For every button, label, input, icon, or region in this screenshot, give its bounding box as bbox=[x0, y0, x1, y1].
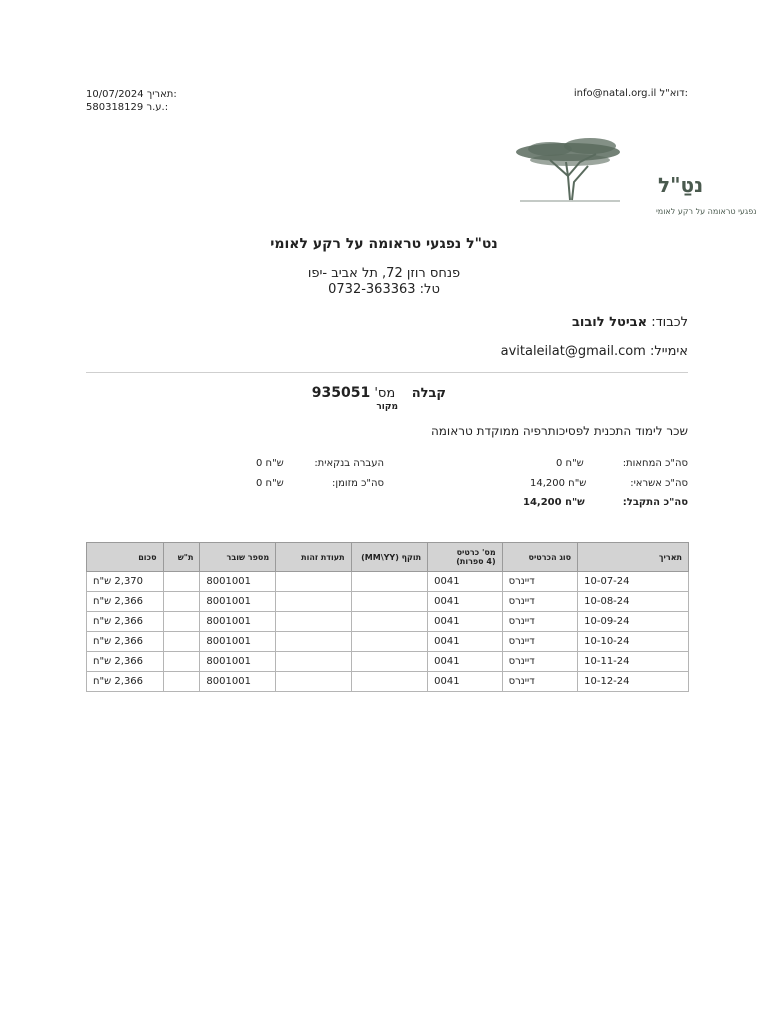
cell-voucher: 8001001 bbox=[200, 632, 276, 652]
col-card-num-sub: (4 ספרות) bbox=[456, 557, 496, 566]
cell-amount: 2,366 ש"ח bbox=[87, 612, 164, 632]
org-address: פנחס רוזן 72, תל אביב -יפו bbox=[307, 266, 461, 281]
recipient-email-label: אימייל: bbox=[649, 344, 688, 359]
col-card-num-label: מס' כרטיס bbox=[456, 548, 496, 557]
cell-id bbox=[276, 572, 351, 592]
cell-card-num: 0041 bbox=[428, 612, 502, 632]
header-email bbox=[574, 88, 688, 99]
cell-date: 10-07-24 bbox=[578, 572, 689, 592]
summary-credit-label: סה"כ אשראי: bbox=[630, 478, 688, 489]
cell-date: 10-11-24 bbox=[578, 652, 689, 672]
cell-ts bbox=[163, 592, 200, 612]
org-phone-line bbox=[0, 282, 768, 298]
col-amount: סכום bbox=[87, 543, 164, 572]
summary-total-value: 14,200 ש"ח bbox=[523, 497, 585, 508]
cell-ts bbox=[163, 572, 200, 592]
cell-ts bbox=[163, 612, 200, 632]
cell-voucher: 8001001 bbox=[200, 672, 276, 692]
cell-card-type: דיינרס bbox=[502, 612, 577, 632]
cell-date: 10-10-24 bbox=[578, 632, 689, 652]
reg-label: ע.ר.: bbox=[146, 102, 169, 113]
col-id: תעודת זהות bbox=[276, 543, 351, 572]
header-left bbox=[86, 88, 177, 114]
table-row bbox=[87, 632, 689, 652]
cell-date: 10-09-24 bbox=[578, 612, 689, 632]
cell-card-type: דיינרס bbox=[502, 672, 577, 692]
cell-card-type: דיינרס bbox=[502, 632, 577, 652]
org-email-label: דוא"ל: bbox=[659, 88, 688, 99]
cell-voucher: 8001001 bbox=[200, 592, 276, 612]
cell-validity bbox=[351, 592, 428, 612]
cell-ts bbox=[163, 672, 200, 692]
reg-line bbox=[86, 101, 177, 114]
cell-amount: 2,366 ש"ח bbox=[87, 652, 164, 672]
cell-card-num: 0041 bbox=[428, 632, 502, 652]
cell-validity bbox=[351, 572, 428, 592]
cell-card-type: דיינרס bbox=[502, 592, 577, 612]
cell-amount: 2,366 ש"ח bbox=[87, 632, 164, 652]
cell-voucher: 8001001 bbox=[200, 612, 276, 632]
summary-credit-value: 14,200 ש"ח bbox=[530, 478, 587, 489]
receipt-number: 935051 bbox=[311, 385, 371, 401]
summary-checks bbox=[623, 458, 688, 469]
recipient-line bbox=[572, 315, 688, 330]
table-header-row bbox=[87, 543, 689, 572]
cell-card-num: 0041 bbox=[428, 652, 502, 672]
summary-transfer-label: העברה בנקאית: bbox=[314, 458, 384, 469]
receipt-description: שכר לימוד התכנית לפסיכותרפיה ממוקדת טראומה bbox=[430, 424, 688, 438]
table-row bbox=[87, 652, 689, 672]
receipt-num-label: מס' bbox=[374, 386, 396, 401]
cell-amount: 2,370 ש"ח bbox=[87, 572, 164, 592]
summary-cash-value: 0 ש"ח bbox=[256, 478, 284, 489]
logo-tagline: נפגעי טראומה על רקע לאומי bbox=[656, 207, 757, 216]
date-value: 10/07/2024 bbox=[86, 89, 144, 100]
section-divider bbox=[86, 372, 688, 373]
org-phone-label: טל: bbox=[419, 282, 440, 297]
recipient-email[interactable]: avitaleilat@gmail.com bbox=[500, 344, 646, 359]
cell-card-type: דיינרס bbox=[502, 572, 577, 592]
receipt-heading bbox=[312, 385, 446, 401]
recipient-name: אביטל לובוב bbox=[571, 315, 648, 330]
receipt-type: קבלה bbox=[411, 386, 446, 401]
cell-amount: 2,366 ש"ח bbox=[87, 672, 164, 692]
cell-id bbox=[276, 672, 351, 692]
cell-id bbox=[276, 592, 351, 612]
cell-card-num: 0041 bbox=[428, 672, 502, 692]
org-logo bbox=[510, 132, 757, 222]
date-line bbox=[86, 88, 177, 101]
table-row bbox=[87, 592, 689, 612]
cell-validity bbox=[351, 652, 428, 672]
col-ts: ת"ש bbox=[163, 543, 200, 572]
table-row bbox=[87, 672, 689, 692]
org-address-block bbox=[0, 266, 768, 298]
summary-cash-label: סה"כ מזומן: bbox=[332, 478, 384, 489]
cell-amount: 2,366 ש"ח bbox=[87, 592, 164, 612]
cell-id bbox=[276, 632, 351, 652]
table-row bbox=[87, 612, 689, 632]
cell-validity bbox=[351, 612, 428, 632]
cell-validity bbox=[351, 672, 428, 692]
col-card-type: סוג הכרטיס bbox=[502, 543, 577, 572]
date-label: תאריך: bbox=[146, 89, 177, 100]
cell-card-num: 0041 bbox=[428, 592, 502, 612]
col-card-num bbox=[428, 543, 502, 572]
cell-validity bbox=[351, 632, 428, 652]
org-title: נט"ל נפגעי טראומה על רקע לאומי bbox=[270, 236, 498, 252]
cell-ts bbox=[163, 632, 200, 652]
table-row bbox=[87, 572, 689, 592]
cell-voucher: 8001001 bbox=[200, 652, 276, 672]
summary-transfer-value: 0 ש"ח bbox=[256, 458, 284, 469]
tree-logo-icon bbox=[510, 132, 757, 222]
cell-date: 10-08-24 bbox=[578, 592, 689, 612]
col-date: תאריך bbox=[578, 543, 689, 572]
cell-card-num: 0041 bbox=[428, 572, 502, 592]
logo-name: נטַ"ל bbox=[658, 173, 704, 197]
cell-card-type: דיינרס bbox=[502, 652, 577, 672]
cell-id bbox=[276, 652, 351, 672]
col-validity: תוקף (MM\YY) bbox=[351, 543, 428, 572]
receipt-copy: מקור bbox=[376, 402, 398, 412]
org-phone: 0732-363363 bbox=[328, 282, 416, 297]
cell-ts bbox=[163, 652, 200, 672]
payments-table bbox=[86, 542, 689, 692]
org-email[interactable]: info@natal.org.il bbox=[573, 88, 657, 99]
col-voucher: מספר שובר bbox=[200, 543, 276, 572]
recipient-email-line bbox=[501, 344, 688, 359]
cell-voucher: 8001001 bbox=[200, 572, 276, 592]
cell-date: 10-12-24 bbox=[578, 672, 689, 692]
summary-checks-label: סה"כ המחאות: bbox=[622, 458, 688, 469]
recipient-label: לכבוד: bbox=[651, 315, 688, 330]
cell-id bbox=[276, 612, 351, 632]
summary-total-label: סה"כ התקבל: bbox=[622, 497, 688, 508]
summary-checks-value: 0 ש"ח bbox=[556, 458, 584, 469]
reg-value: 580318129 bbox=[86, 102, 144, 113]
